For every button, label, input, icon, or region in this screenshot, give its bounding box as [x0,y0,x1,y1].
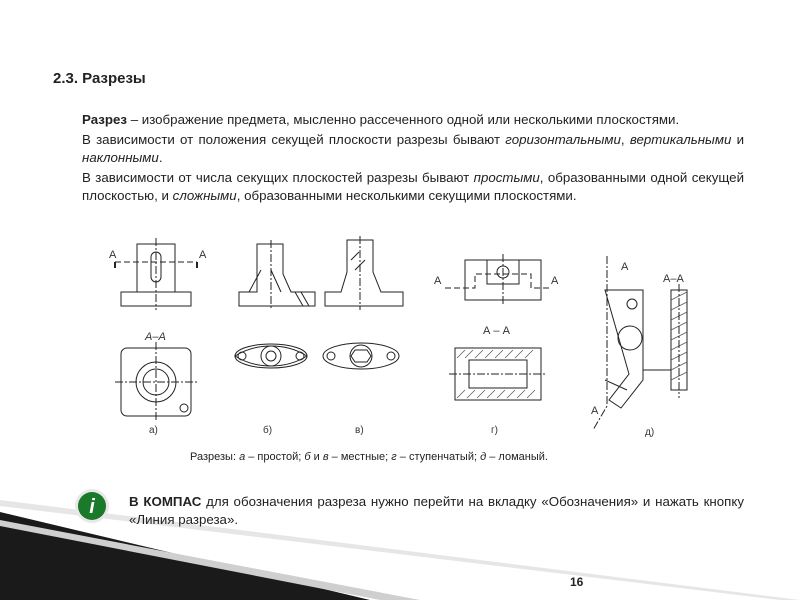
drawing-b-top [235,344,307,368]
label-g: г) [491,425,498,436]
drawing-a-front [115,238,197,310]
drawing-v-top [323,343,399,369]
drawing-a-top [115,342,197,422]
mark-d-section: А–А [663,273,684,285]
figure-caption: Разрезы: а – простой; б и в – местные; г – ступенчатый; д – ломаный. [190,451,548,463]
mark-d-top: А [621,261,629,273]
page-number: 16 [570,575,584,589]
paragraph-position: В зависимости от положения секущей плоскости разрезы бывают горизонтальными, вертикальными и наклонными. [82,132,744,165]
drawing-g-section [449,348,547,400]
label-d: д) [645,427,655,438]
mark-g-left: А [434,275,442,287]
mark-g-section: А – А [483,325,510,337]
info-icon [74,488,110,524]
paragraph-definition: Разрез – изображение предмета, мысленно рассеченного одной или несколькими плоскостями. [82,112,680,127]
mark-a-left: А [109,249,117,261]
term-razrez: Разрез [82,112,127,127]
note-bold: В КОМПАС [129,494,202,509]
mark-d-bottom: А [591,405,599,417]
label-b: б) [263,425,273,436]
drawing-b-front [239,240,315,310]
note-text: для обозначения разреза нужно перейти на вкладку «Обозначения» и нажать кнопку «Линия разреза». [129,494,744,527]
label-a: а) [149,425,158,436]
kompas-note [129,493,744,529]
sections-figure [85,230,695,445]
section-title: 2.3. Разрезы [53,70,146,87]
body-text [82,111,744,207]
info-icon-glyph: i [89,496,95,518]
label-v: в) [355,425,364,436]
mark-a-section: А–А [145,331,166,343]
drawing-g-top [445,254,551,306]
drawing-v-front [325,236,403,310]
mark-a-right: А [199,249,207,261]
mark-g-right: А [551,275,559,287]
paragraph-count: В зависимости от числа секущих плоскостей разрезы бывают простыми, образованными одной секущей плоскостью, и сложными, образованными несколькими секущими плоскостями. [82,170,745,203]
